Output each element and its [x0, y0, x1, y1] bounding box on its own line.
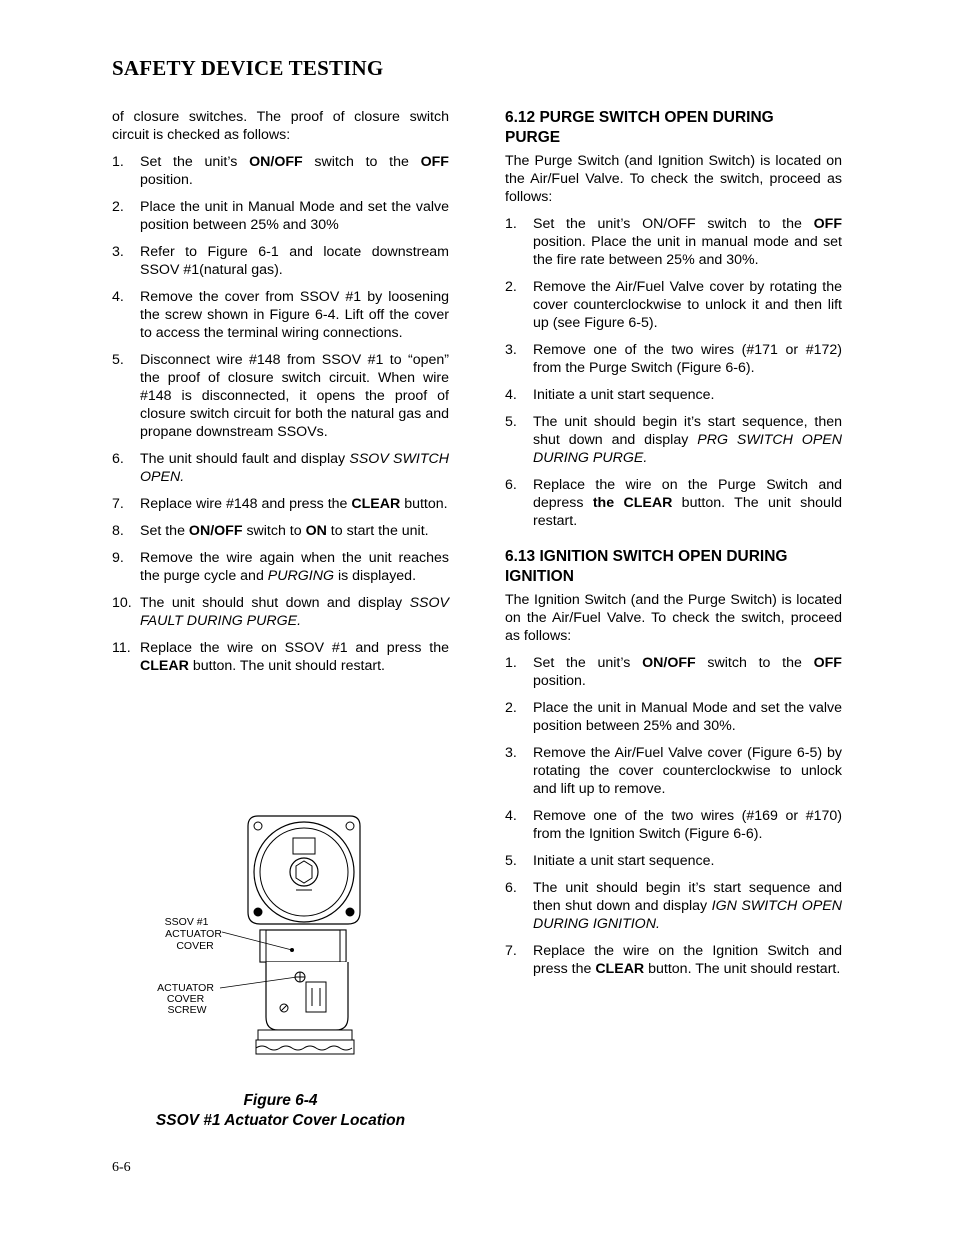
step-text: button. The unit should restart.: [188, 658, 385, 674]
step-number: 2.: [505, 700, 517, 716]
step-text: Remove the Air/Fuel Valve cover (Figure 6-5) by rotating the cover counterclockwise to unlock and lift up to remove.: [533, 745, 842, 797]
step-number: 7.: [505, 943, 517, 959]
callout-actuator-cover: SSOV #1 ACTUATOR COVER: [164, 916, 222, 952]
bold-text: ON/OFF: [642, 655, 696, 671]
step-text: Initiate a unit start sequence.: [533, 853, 715, 869]
bold-text: OFF: [813, 216, 842, 232]
list-item: [505, 215, 842, 269]
callout-cover-screw: ACTUATOR COVER SCREW: [157, 982, 214, 1016]
step-text: switch to: [242, 523, 306, 539]
step-text: to start the unit.: [326, 523, 429, 539]
step-text: Set the unit’s: [140, 154, 250, 170]
step-number: 6.: [112, 451, 124, 467]
step-number: 2.: [505, 279, 517, 295]
page-number: 6-6: [112, 1160, 131, 1175]
list-item: [505, 278, 842, 332]
list-item: [505, 413, 842, 467]
step-number: 10.: [112, 595, 132, 611]
step-number: 5.: [505, 853, 517, 869]
step-text: Place the unit in Manual Mode and set the valve position between 25% and 30%.: [533, 700, 842, 734]
list-item: [505, 879, 842, 933]
list-item: [112, 594, 449, 630]
italic-text: SSOV FAULT DURING PURGE.: [140, 595, 449, 629]
step-text: Replace the wire on the Purge Switch and depress: [533, 477, 842, 511]
figure-caption-title: SSOV #1 Actuator Cover Location: [155, 1112, 406, 1129]
step-text: The unit should fault and display: [140, 451, 350, 467]
list-item: [505, 341, 842, 377]
step-number: 6.: [505, 477, 517, 493]
step-number: 9.: [112, 550, 124, 566]
bold-text: CLEAR: [140, 658, 189, 674]
bold-text: OFF: [420, 154, 449, 170]
step-number: 4.: [505, 808, 517, 824]
ignition-switch-steps: [505, 654, 842, 978]
step-text: switch to the: [695, 655, 814, 671]
proof-of-closure-steps: [112, 153, 449, 675]
list-item: [112, 153, 449, 189]
step-text: is displayed.: [334, 568, 417, 584]
step-text: The unit should shut down and display: [140, 595, 410, 611]
step-number: 1.: [505, 655, 517, 671]
list-item: [112, 288, 449, 342]
hex-nut-icon: [290, 858, 318, 886]
step-number: 3.: [112, 244, 124, 260]
list-item: [505, 699, 842, 735]
page-title: SAFETY DEVICE TESTING: [112, 56, 384, 80]
step-number: 4.: [112, 289, 124, 305]
purge-switch-steps: [505, 215, 842, 530]
step-text: Place the unit in Manual Mode and set the valve position between 25% and 30%: [140, 199, 449, 233]
list-item: [112, 198, 449, 234]
list-item: [505, 942, 842, 978]
step-text: Refer to Figure 6-1 and locate downstream SSOV #1(natural gas).: [140, 244, 449, 278]
step-number: 11.: [112, 640, 131, 656]
step-number: 7.: [112, 496, 124, 512]
section-heading-6-12: 6.12 PURGE SWITCH OPEN DURING PURGE: [505, 109, 774, 146]
list-item: [505, 852, 842, 870]
bold-text: ON: [305, 523, 327, 539]
bold-text: CLEAR: [351, 496, 401, 512]
bold-text: CLEAR: [595, 961, 645, 977]
cover-label-plate: [306, 982, 326, 1012]
step-number: 2.: [112, 199, 124, 215]
valve-base: [258, 1030, 352, 1040]
terminal-block: [293, 838, 315, 854]
step-text: The unit should begin it’s start sequence and then shut down and display: [533, 880, 842, 914]
step-text: button. The unit should restart.: [644, 961, 841, 977]
step-text: position.: [140, 172, 193, 188]
ssov-actuator-drawing: [140, 812, 440, 1062]
list-item: [505, 654, 842, 690]
step-text: Disconnect wire #148 from SSOV #1 to “open” the proof of closure switch circuit. When wire #148 is disconnected, it opens the proof of closure switch circuit for both the natural gas and propane downstream SSOVs.: [140, 352, 449, 440]
italic-text: PURGING: [267, 568, 334, 584]
list-item: [112, 243, 449, 279]
list-item: [112, 495, 449, 513]
step-number: 3.: [505, 745, 517, 761]
list-item: [112, 522, 449, 540]
actuator-neck: [260, 930, 346, 962]
step-text: position. Place the unit in manual mode and set the fire rate between 25% and 30%.: [533, 234, 842, 268]
step-text: Remove the cover from SSOV #1 by loosening the screw shown in Figure 6-4. Lift off the cover to access the terminal wiring connections.: [140, 289, 449, 341]
right-column: [505, 108, 842, 987]
bold-text: OFF: [813, 655, 842, 671]
list-item: [505, 744, 842, 798]
figure-caption-number: Figure 6-4: [243, 1092, 318, 1109]
italic-text: SSOV SWITCH OPEN.: [140, 451, 449, 485]
step-number: 1.: [505, 216, 517, 232]
step-text: button. The unit should restart.: [533, 495, 842, 529]
step-text: Remove the Air/Fuel Valve cover by rotating the cover counterclockwise to unlock it and then lift up (see Figure 6-5).: [533, 279, 842, 331]
bold-text: the CLEAR: [592, 495, 673, 511]
step-number: 5.: [112, 352, 124, 368]
step-text: Remove one of the two wires (#171 or #172) from the Purge Switch (Figure 6-6).: [533, 342, 842, 376]
bold-text: ON/OFF: [188, 523, 243, 539]
list-item: [112, 450, 449, 486]
step-number: 3.: [505, 342, 517, 358]
step-text: Replace the wire on the Ignition Switch and press the: [533, 943, 842, 977]
step-text: Remove the wire again when the unit reaches the purge cycle and: [140, 550, 449, 584]
step-text: switch to the: [302, 154, 421, 170]
italic-text: IGN SWITCH OPEN DURING IGNITION.: [533, 898, 842, 932]
section-heading-6-13: 6.13 IGNITION SWITCH OPEN DURING IGNITION: [505, 548, 788, 585]
list-item: [505, 807, 842, 843]
step-number: 8.: [112, 523, 124, 539]
step-text: Set the: [140, 523, 189, 539]
corner-bolt-icon: [346, 908, 354, 916]
step-number: 4.: [505, 387, 517, 403]
italic-text: PRG SWITCH OPEN DURING PURGE.: [533, 432, 842, 466]
step-number: 1.: [112, 154, 124, 170]
step-text: Set the unit’s ON/OFF switch to the: [533, 216, 814, 232]
section-6-12-intro: The Purge Switch (and Ignition Switch) is located on the Air/Fuel Valve. To check the switch, proceed as follows:: [505, 153, 842, 205]
step-number: 5.: [505, 414, 517, 430]
list-item: [505, 386, 842, 404]
step-text: Replace wire #148 and press the: [140, 496, 352, 512]
step-text: Set the unit’s: [533, 655, 643, 671]
step-text: Initiate a unit start sequence.: [533, 387, 715, 403]
list-item: [505, 476, 842, 530]
step-text: Replace the wire on SSOV #1 and press the: [140, 640, 449, 656]
intro-paragraph: of closure switches. The proof of closure switch circuit is checked as follows:: [112, 109, 449, 143]
step-text: Remove one of the two wires (#169 or #170) from the Ignition Switch (Figure 6-6).: [533, 808, 842, 842]
left-column: [112, 108, 449, 684]
section-6-13-intro: The Ignition Switch (and the Purge Switch) is located on the Air/Fuel Valve. To check the switch, proceed as follows:: [505, 592, 842, 644]
step-text: The unit should begin it’s start sequence, then shut down and display: [533, 414, 842, 448]
list-item: [112, 549, 449, 585]
figure-ssov-actuator: [140, 812, 440, 1062]
list-item: [112, 351, 449, 441]
step-text: button.: [400, 496, 448, 512]
list-item: [112, 639, 449, 675]
step-text: position.: [533, 673, 586, 689]
step-number: 6.: [505, 880, 517, 896]
corner-bolt-icon: [254, 908, 262, 916]
bold-text: ON/OFF: [249, 154, 303, 170]
